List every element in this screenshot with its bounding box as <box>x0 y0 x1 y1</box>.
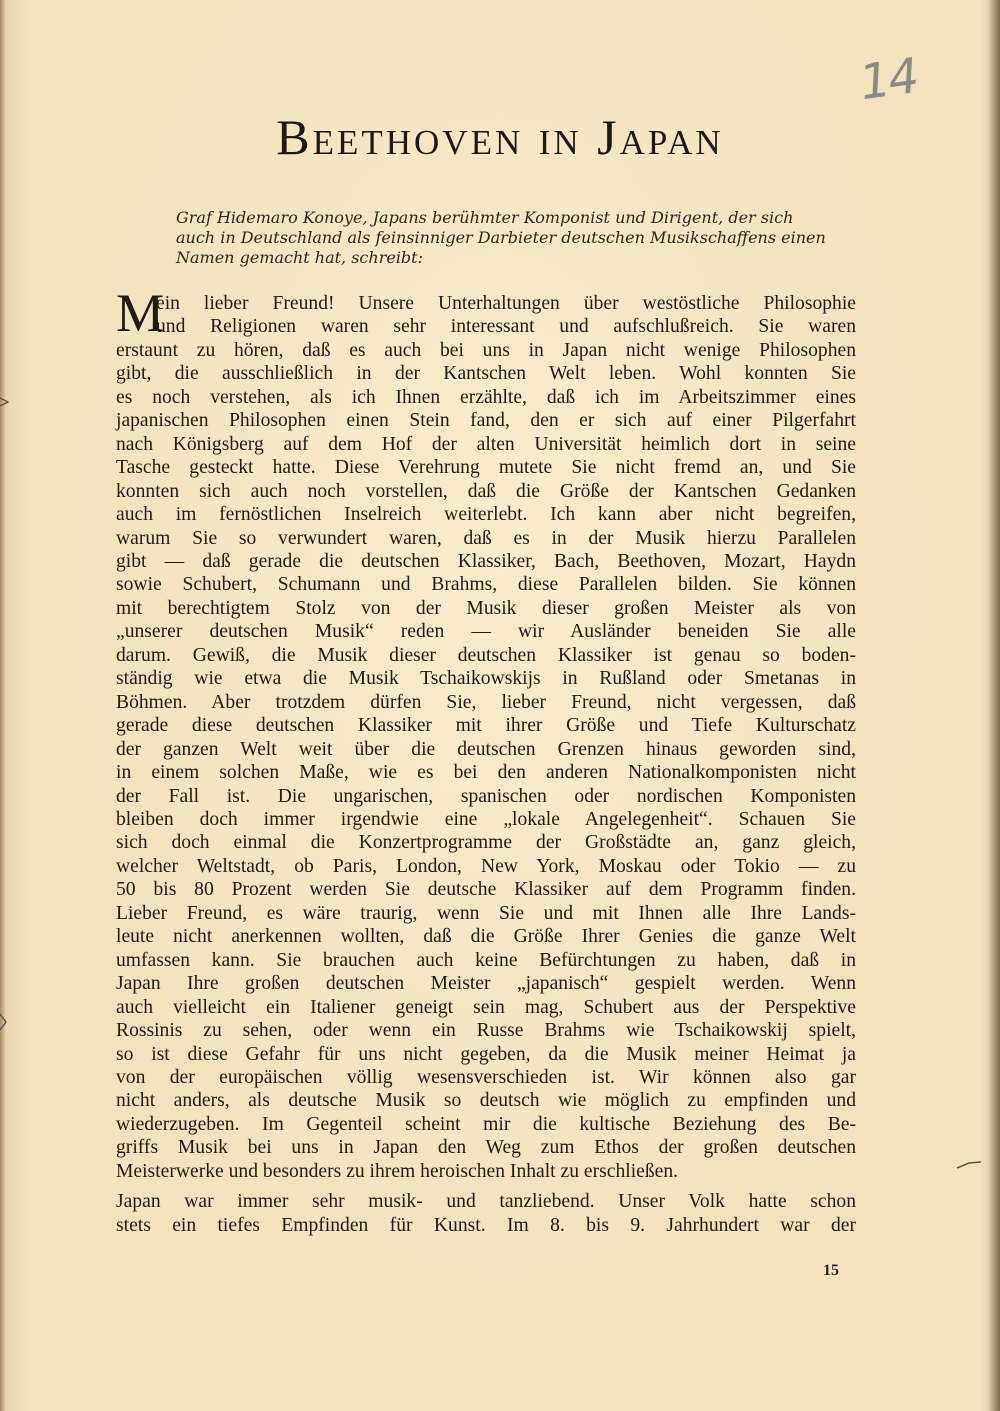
body-line: nicht anders, als deutsche Musik so deutsch wie möglich zu empfinden und <box>116 1090 856 1112</box>
body-line: mit berechtigtem Stolz von der Musik dieser großen Meister als von <box>116 597 856 619</box>
body-line: es noch verstehen, als ich Ihnen erzählte, daß ich im Arbeitszimmer eines <box>116 386 856 408</box>
page-number: 15 <box>823 1262 839 1279</box>
body-line: Japan Ihre großen deutschen Meister „japanisch“ gespielt werden. Wenn <box>116 973 856 995</box>
body-line: gerade diese deutschen Klassiker mit ihrer Größe und Tiefe Kulturschatz <box>116 715 856 737</box>
body-line: erstaunt zu hören, daß es auch bei uns in Japan nicht wenige Philosophen <box>116 339 856 361</box>
body-line: und Religionen waren sehr interessant und aufschlußreich. Sie waren <box>156 316 856 338</box>
body-line: umfassen kann. Sie brauchen auch keine Befürchtungen zu haben, daß in <box>116 949 856 971</box>
drop-cap-letter: M <box>116 283 165 343</box>
body-line: nach Königsberg auf dem Hof der alten Universität heimlich dort in seine <box>116 433 856 455</box>
body-line: gibt, die ausschließlich in der Kantschen Welt leben. Wohl konnten Sie <box>116 363 856 385</box>
body-line: Böhmen. Aber trotzdem dürfen Sie, lieber Freund, nicht vergessen, daß <box>116 691 856 713</box>
page-right-edge-shadow <box>988 0 1000 1411</box>
page-left-edge-shadow <box>0 0 6 1411</box>
body-line: leute nicht anerkennen wollten, daß die Größe Ihrer Genies die ganze Welt <box>116 926 856 948</box>
body-line: stets ein tiefes Empfinden für Kunst. Im 8. bis 9. Jahrhundert war der <box>116 1214 856 1236</box>
intro-line: Namen gemacht hat, schreibt: <box>176 248 423 267</box>
handwritten-page-number: 14 <box>856 47 921 112</box>
body-line: Tasche gesteckt hatte. Diese Verehrung mutete Sie nicht fremd an, und Sie <box>116 457 856 479</box>
body-line: darum. Gewiß, die Musik dieser deutschen Klassiker ist genau so boden- <box>116 644 856 666</box>
body-line: in einem solchen Maße, wie es bei den anderen Nationalkomponisten nicht <box>116 762 856 784</box>
body-line: wiederzugeben. Im Gegenteil scheint mir die kultische Beziehung des Be- <box>116 1113 856 1135</box>
letter-body <box>116 292 856 1237</box>
body-line: Meisterwerke und besonders zu ihrem heroischen Inhalt zu erschließen. <box>116 1160 679 1182</box>
body-line: Lieber Freund, es wäre traurig, wenn Sie und mit Ihnen alle Ihre Lands- <box>116 902 856 924</box>
intro-line: auch in Deutschland als feinsinniger Darbieter deutschen Musikschaffens einen <box>176 228 826 247</box>
body-line: gibt — daß gerade die deutschen Klassiker, Bach, Beethoven, Mozart, Haydn <box>116 550 856 572</box>
page-title: Beethoven in Japan <box>276 109 724 165</box>
body-line: Rossinis zu sehen, oder wenn ein Russe Brahms wie Tschaikowskij spielt, <box>116 1020 856 1042</box>
body-line: sowie Schubert, Schumann und Brahms, diese Parallelen bilden. Sie können <box>116 574 856 596</box>
body-line: japanischen Philosophen einen Stein fand, den er sich auf einer Pilgerfahrt <box>116 410 856 432</box>
second-paragraph <box>116 1190 856 1237</box>
body-line: ein lieber Freund! Unsere Unterhaltungen über westöstliche Philosophie <box>156 293 856 314</box>
binding-tick-icon <box>0 1010 16 1034</box>
intro-line: Graf Hidemaro Konoye, Japans berühmter Komponist und Dirigent, der sich <box>176 208 794 227</box>
intro-paragraph <box>176 208 856 268</box>
body-line: der ganzen Welt weit über die deutschen Grenzen hinaus geworden sind, <box>116 738 856 760</box>
body-line: der Fall ist. Die ungarischen, spanischen oder nordischen Komponisten <box>116 785 856 807</box>
body-line: ständig wie etwa die Musik Tschaikowskijs in Rußland oder Smetanas in <box>116 668 856 690</box>
body-line: bleiben doch immer irgendwie eine „lokale Angelegenheit“. Schauen Sie <box>116 808 856 830</box>
body-line: 50 bis 80 Prozent werden Sie deutsche Klassiker auf dem Programm finden. <box>116 879 856 901</box>
binding-tick-icon <box>0 392 16 412</box>
body-line: griffs Musik bei uns in Japan den Weg zum Ethos der großen deutschen <box>116 1137 856 1159</box>
body-line: sich doch einmal die Konzertprogramme der Großstädte an, ganz gleich, <box>116 832 856 854</box>
body-line: welcher Weltstadt, ob Paris, London, New York, Moskau oder Tokio — zu <box>116 855 856 877</box>
body-line: so ist diese Gefahr für uns nicht gegeben, da die Musik meiner Heimat ja <box>116 1043 856 1065</box>
pencil-mark-icon <box>955 1160 985 1170</box>
body-line: auch vielleicht ein Italiener geneigt sein mag, Schubert aus der Perspektive <box>116 996 856 1018</box>
body-line: „unserer deutschen Musik“ reden — wir Ausländer beneiden Sie alle <box>116 621 856 643</box>
body-line: von der europäischen völlig wesensverschieden ist. Wir können also gar <box>116 1066 856 1088</box>
body-line: Japan war immer sehr musik- und tanzliebend. Unser Volk hatte schon <box>116 1191 856 1213</box>
body-line: warum Sie so verwundert waren, daß es in der Musik hierzu Parallelen <box>116 527 856 549</box>
body-line: auch im fernöstlichen Inselreich weiterlebt. Ich kann aber nicht begreifen, <box>116 504 856 526</box>
body-line: konnten sich auch noch vorstellen, daß die Größe der Kantschen Gedanken <box>116 480 856 502</box>
